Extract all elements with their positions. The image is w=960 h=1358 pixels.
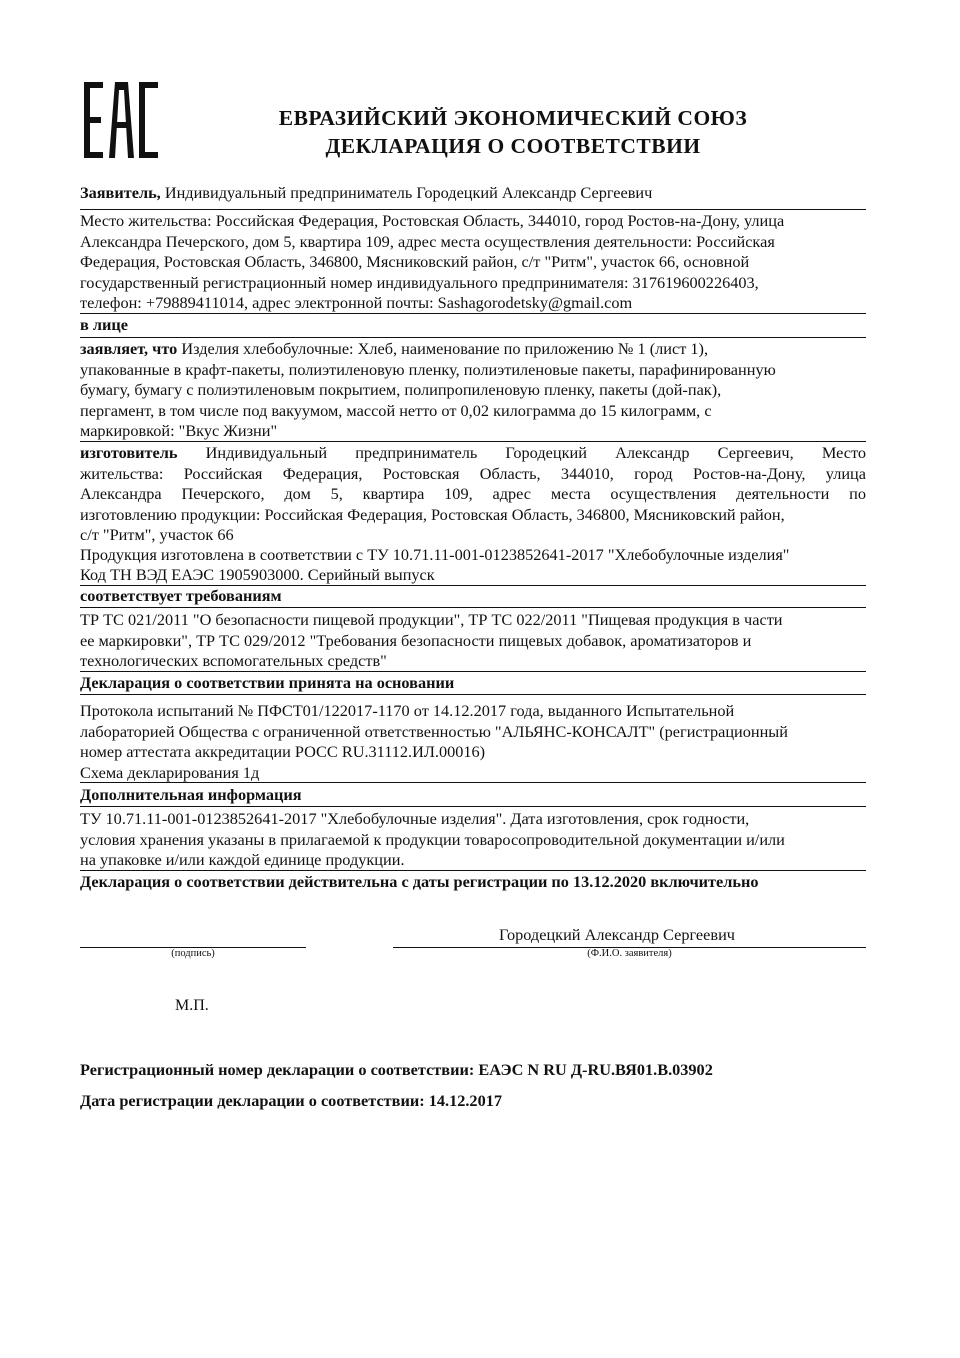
divider [80, 337, 866, 338]
name-caption: (Ф.И.О. заявителя) [587, 948, 672, 959]
registration-date: Дата регистрации декларации о соответствии: 14.12.2017 [80, 1091, 502, 1110]
requirements-label: соответствует требованиям [80, 586, 282, 605]
declaration-title: ДЕКЛАРАЦИЯ О СООТВЕТСТВИИ [325, 134, 701, 158]
basis-line-1: Протокола испытаний № ПФСТ01/122017-1170 от 14.12.2017 года, выданного Испытательной [80, 701, 735, 720]
divider [80, 806, 866, 807]
requirements-line-3: технологических вспомогательных средств" [80, 651, 387, 670]
additional-line-2: условия хранения указаны в прилагаемой к продукции товаросопроводительной документации и/или [80, 829, 785, 849]
registration-number: Регистрационный номер декларации о соответствии: ЕАЭС N RU Д-RU.ВЯ01.В.03902 [80, 1060, 713, 1079]
basis-line-4: Схема декларирования 1д [80, 762, 260, 782]
residence-line-5: телефон: +79889411014, адрес электронной почты: Sashagorodetsky@gmail.com [80, 293, 633, 312]
production-standard: Продукция изготовлена в соответствии с ТУ 10.71.11-001-0123852641-2017 "Хлебобулочные изделия" [80, 545, 790, 564]
applicant-full-name: Городецкий Александр Сергеевич [499, 925, 735, 944]
declares-first-line: Изделия хлебобулочные: Хлеб, наименование по приложению № 1 (лист 1), [177, 339, 709, 358]
basis-line-2: лабораторией Общества с ограниченной ответственностью "АЛЬЯНС-КОНСАЛТ" (регистрационный [80, 721, 788, 741]
residence-line-3: Федерация, Ростовская Область, 346800, Мясниковский район, с/т "Ритм", участок 66, основной [80, 252, 750, 271]
manufacturer-line-2: жительства: Российская Федерация, Ростовская Область, 344010, город Ростов-на-Дону, улица [80, 463, 866, 483]
manufacturer-first-line: Индивидуальный предприниматель Городецкий Александр Сергеевич, Место [177, 443, 866, 462]
divider [80, 209, 866, 210]
applicant-value: Индивидуальный предприниматель Городецкий Александр Сергеевич [160, 183, 653, 202]
in-person-label: в лице [80, 315, 128, 334]
declares-line-3: бумагу, бумагу с полиэтиленовым покрытием, полипропиленовую пленку, пакеты (дой-пак), [80, 380, 722, 399]
manufacturer-line-3: Александра Печерского, дом 5, квартира 109, адрес места осуществления деятельности по [80, 484, 866, 503]
residence-line-1: Место жительства: Российская Федерация, Ростовская Область, 344010, город Ростов-на-Дону, улица [80, 211, 785, 230]
declares-row [80, 339, 866, 360]
declares-line-5: маркировкой: "Вкус Жизни" [80, 421, 278, 440]
divider [80, 694, 866, 695]
basis-label: Декларация о соответствии принята на основании [80, 673, 455, 692]
additional-line-3: на упаковке и/или каждой единице продукции. [80, 850, 405, 869]
stamp-place: М.П. [175, 997, 209, 1014]
basis-line-3: номер аттестата аккредитации РОСС RU.31112.ИЛ.00016) [80, 742, 486, 761]
eac-logo [84, 82, 158, 158]
divider [80, 870, 866, 871]
applicant-row [80, 183, 866, 204]
additional-line-1: ТУ 10.71.11-001-0123852641-2017 "Хлебобулочные изделия". Дата изготовления, срок годности, [80, 809, 750, 828]
divider [80, 782, 866, 783]
union-title: ЕВРАЗИЙСКИЙ ЭКОНОМИЧЕСКИЙ СОЮЗ [278, 106, 748, 130]
manufacturer-line-4: изготовлению продукции: Российская Федерация, Ростовская Область, 346800, Мясниковский район, [80, 504, 785, 524]
declares-label: заявляет, что [80, 339, 178, 358]
divider [80, 441, 866, 442]
divider [80, 313, 866, 314]
validity-statement: Декларация о соответствии действительна с даты регистрации по 13.12.2020 включительно [80, 872, 759, 891]
manufacturer-row [80, 443, 866, 464]
production-code: Код ТН ВЭД ЕАЭС 1905903000. Серийный выпуск [80, 565, 435, 584]
residence-line-2: Александра Печерского, дом 5, квартира 109, адрес места осуществления деятельности: Российская [80, 231, 775, 251]
residence-line-4: государственный регистрационный номер индивидуального предпринимателя: 317619600226403, [80, 272, 759, 292]
signature-caption: (подпись) [171, 948, 215, 959]
divider [80, 671, 866, 672]
applicant-label: Заявитель, [80, 183, 161, 202]
requirements-line-1: ТР ТС 021/2011 "О безопасности пищевой продукции", ТР ТС 022/2011 "Пищевая продукция в части [80, 610, 783, 629]
manufacturer-line-5: с/т "Ритм", участок 66 [80, 525, 234, 544]
declares-line-2: упакованные в крафт-пакеты, полиэтиленовую пленку, полиэтиленовые пакеты, парафинированную [80, 359, 776, 379]
divider [80, 607, 866, 608]
declares-line-4: пергамент, в том числе под вакуумом, массой нетто от 0,02 килограмма до 15 килограмм, с [80, 400, 712, 420]
manufacturer-label: изготовитель [80, 443, 178, 462]
additional-label: Дополнительная информация [80, 785, 302, 804]
requirements-line-2: ее маркировки", ТР ТС 029/2012 "Требования безопасности пищевых добавок, ароматизаторов и [80, 630, 752, 650]
